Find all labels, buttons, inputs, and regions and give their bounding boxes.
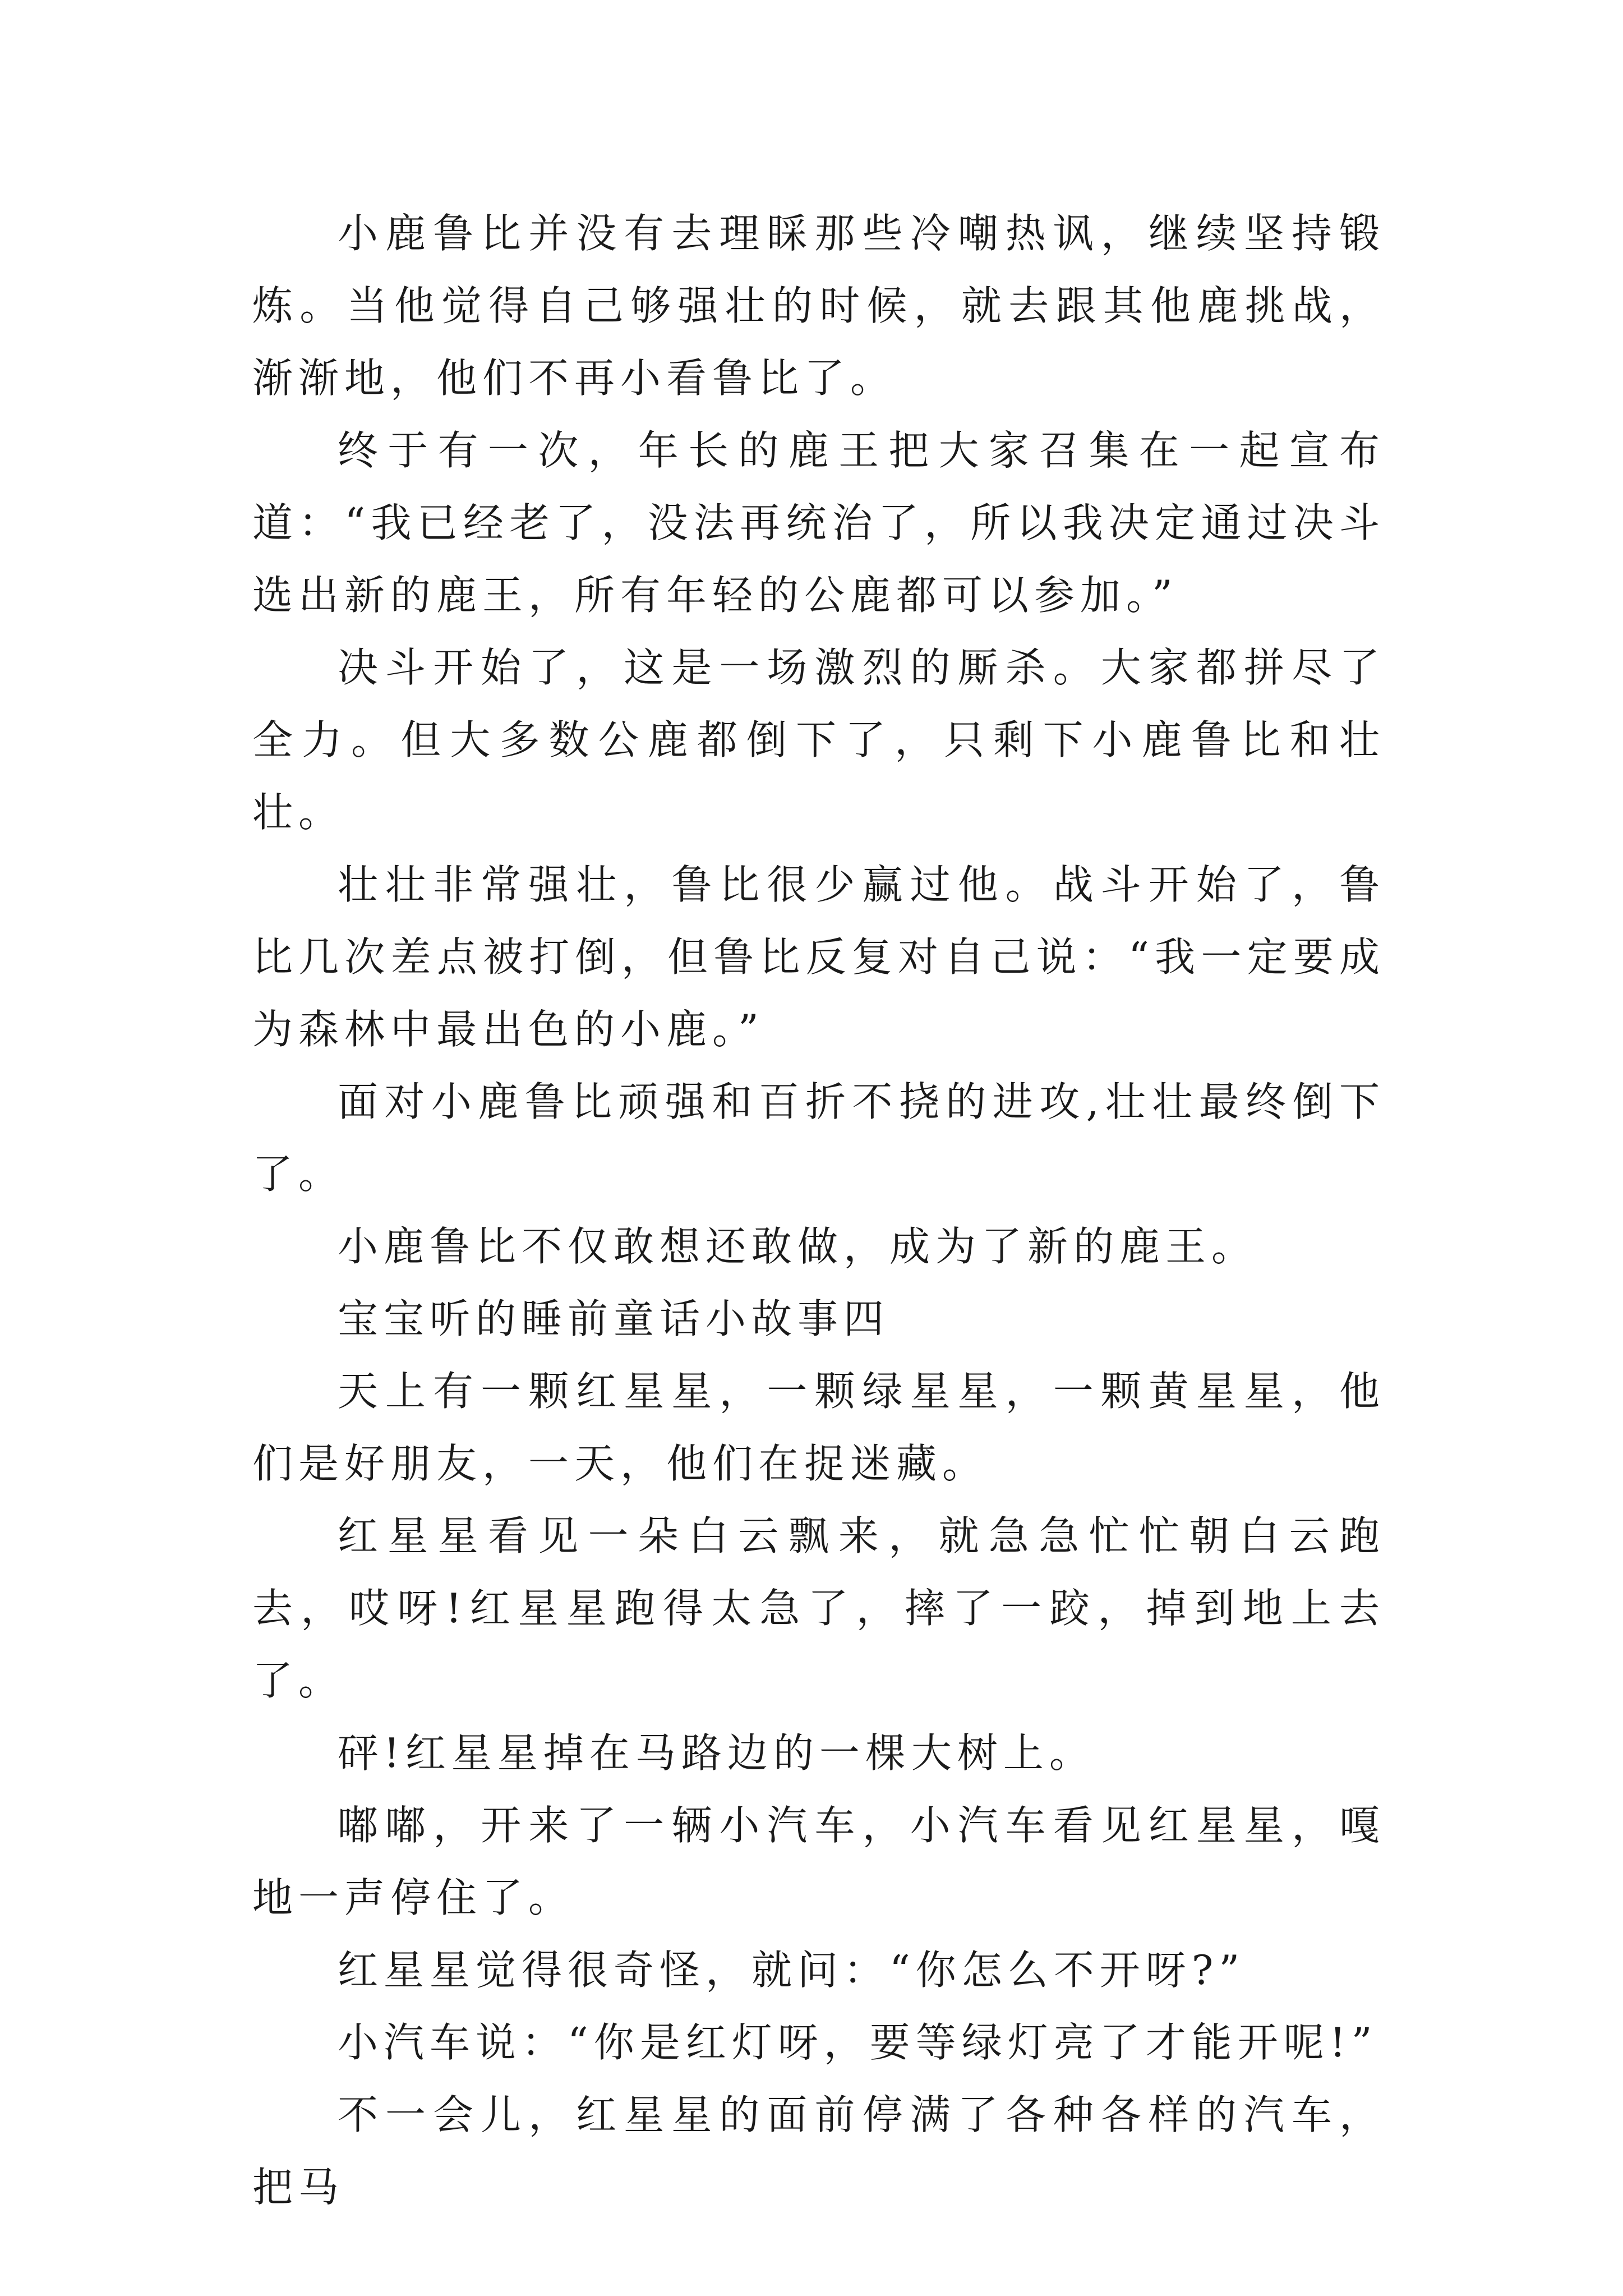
- paragraph: 红星星看见一朵白云飘来，就急急忙忙朝白云跑去，哎呀!红星星跑得太急了，摔了一跤，掉到地上去了。: [252, 1512, 1385, 1704]
- paragraph: 天上有一颗红星星，一颗绿星星，一颗黄星星，他们是好朋友，一天，他们在捉迷藏。: [252, 1368, 1385, 1487]
- paragraph: 嘟嘟，开来了一辆小汽车，小汽车看见红星星，嘎地一声停住了。: [252, 1802, 1385, 1921]
- paragraph: 终于有一次，年长的鹿王把大家召集在一起宣布道：“我已经老了，没法再统治了，所以我决定通过决斗选出新的鹿王，所有年轻的公鹿都可以参加。”: [252, 427, 1385, 619]
- paragraph: 面对小鹿鲁比顽强和百折不挠的进攻,壮壮最终倒下了。: [252, 1078, 1385, 1198]
- paragraph: 不一会儿，红星星的面前停满了各种各样的汽车，把马: [252, 2091, 1385, 2211]
- paragraph: 小鹿鲁比不仅敢想还敢做，成为了新的鹿王。: [338, 1223, 1258, 1270]
- paragraph: 小汽车说：“你是红灯呀，要等绿灯亮了才能开呢!”: [338, 2019, 1378, 2066]
- paragraph: 小鹿鲁比并没有去理睬那些冷嘲热讽，继续坚持锻炼。当他觉得自己够强壮的时候，就去跟其他鹿挑战，渐渐地，他们不再小看鲁比了。: [252, 210, 1385, 402]
- paragraph: 砰!红星星掉在马路边的一棵大树上。: [338, 1729, 1095, 1777]
- paragraph: 红星星觉得很奇怪，就问：“你怎么不开呀?”: [338, 1947, 1246, 1994]
- document-body: [252, 197, 1385, 2224]
- paragraph: 决斗开始了，这是一场激烈的厮杀。大家都拼尽了全力。但大多数公鹿都倒下了，只剩下小鹿鲁比和壮壮。: [252, 644, 1385, 836]
- section-heading: 宝宝听的睡前童话小故事四: [338, 1295, 890, 1342]
- paragraph: 壮壮非常强壮，鲁比很少赢过他。战斗开始了，鲁比几次差点被打倒，但鲁比反复对自己说：“我一定要成为森林中最出色的小鹿。”: [252, 861, 1385, 1053]
